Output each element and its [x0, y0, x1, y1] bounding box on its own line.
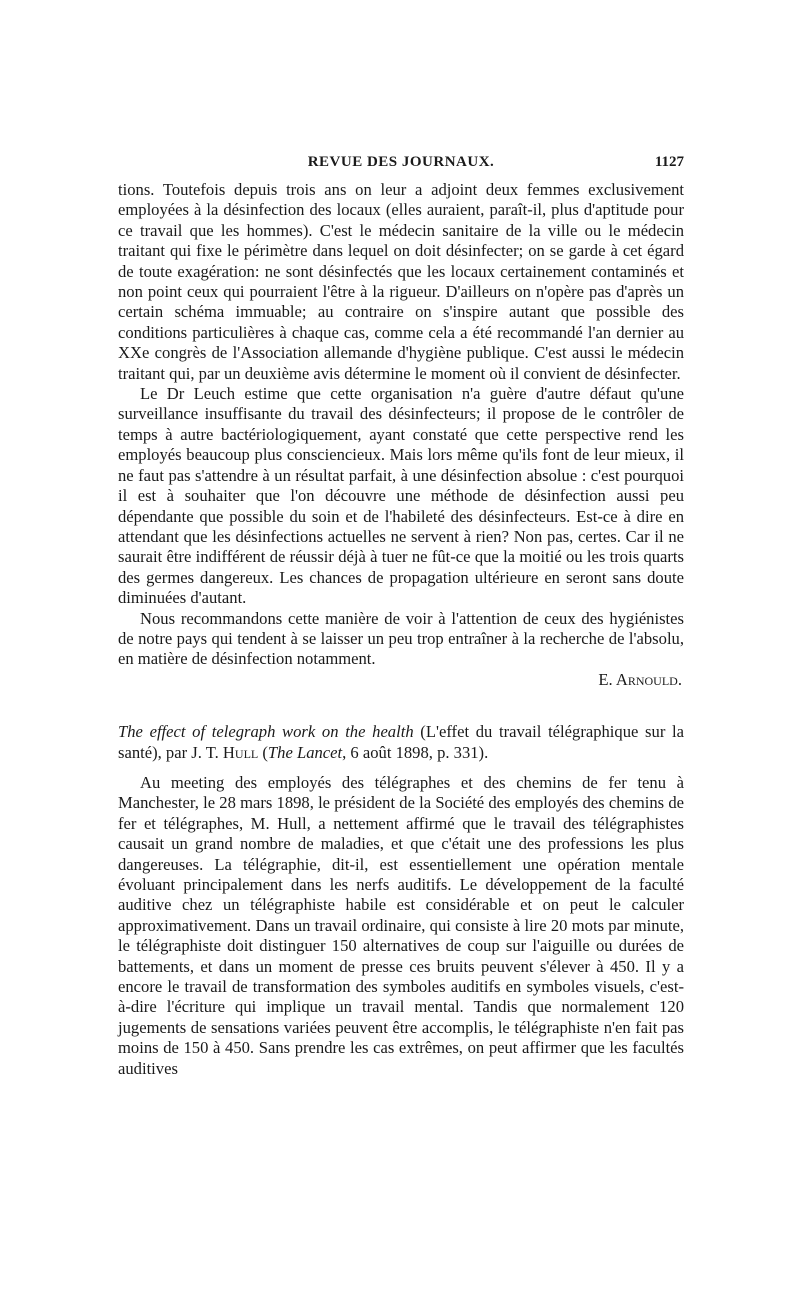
article1-paragraph-1: tions. Toutefois depuis trois ans on leur a adjoint deux femmes exclusivement employées à la désinfection des locaux (elles auraient, paraît-il, plus d'aptitude pour ce travail que les hommes). C'est le médecin sanitaire de la ville ou le médecin traitant qui fixe le périmètre dans lequel on doit désinfecter; on se garde à cet égard de toute exagération: ne sont désinfectés que les locaux certainement contaminés et non point ceux qui pourraient l'être à la rigueur. D'ailleurs on n'opère pas d'après un certain schéma immuable; au contraire on s'inspire autant que possible des conditions particulières à chaque cas, comme cela a été recommandé l'an dernier au XXe congrès de l'Association allemande d'hygiène publique. C'est aussi le médecin traitant qui, par un deuxième avis détermine le moment où il convient de désinfecter.: [118, 180, 684, 383]
article2-journal: The Lancet: [267, 742, 343, 762]
article2-title: The effect of telegraph work on the health: [118, 722, 414, 742]
article2-citation: , 6 août 1898, p. 331).: [342, 742, 489, 762]
article2-heading: [118, 722, 684, 763]
running-title: REVUE DES JOURNAUX.: [307, 154, 495, 170]
article1-paragraph-2: Le Dr Leuch estime que cette organisation n'a guère d'autre défaut qu'une surveillance insuffisante du travail des désinfecteurs; il propose de le contrôler de temps à autre bactériologiquement, ayant constaté que cette perspective rend les employés beaucoup plus consciencieux. Mais lors même qu'ils font de leur mieux, il ne faut pas s'attendre à un résultat parfait, à une désinfection absolue : c'est pourquoi il est à souhaiter que l'on découvre une méthode de désinfection aussi peu dépendante que possible du soin et de l'habileté des désinfecteurs. Est-ce à dire en attendant que les désinfections actuelles ne servent à rien? Non pas, certes. Car il ne saurait être indifférent de réussir déjà à tuer ne fût-ce que la moitié ou les trois quarts des germes dangereux. Les chances de propagation ultérieure en seront sans doute diminuées d'autant.: [118, 384, 684, 608]
article1-paragraph-3: Nous recommandons cette manière de voir à l'attention de ceux des hygiénistes de notre pays qui tendent à se laisser un peu trop entraîner à la recherche de l'absolu, en matière de désinfection notamment.: [118, 608, 684, 669]
article2-body: Au meeting des employés des télégraphes et des chemins de fer tenu à Manchester, le 28 mars 1898, le président de la Société des employés des chemins de fer et télégraphes, M. Hull, a nettement affirmé que le travail des télégraphistes causait un grand nombre de maladies, et que c'était une des professions les plus dangereuses. La télégraphie, dit-il, est essentiellement une opération mentale évoluant principalement dans les nerfs auditifs. Le développement de la faculté auditive chez un télégraphiste habile est considérable et on peut le calculer approximativement. Dans un travail ordinaire, qui consiste à lire 20 mots par minute, le télégraphiste doit distinguer 150 alternatives de coup sur l'aiguille ou durées de battements, et dans un moment de presse ces bruits peuvent s'élever à 450. Il y a encore le travail de transformation des symboles auditifs en symboles visuels, c'est-à-dire l'écriture qui implique un travail mental. Tandis que normalement 120 jugements de sensations variées peuvent être accomplis, le télégraphiste n'en fait pas moins de 150 à 450. Sans prendre les cas extrêmes, on peut affirmer que les facultés auditives: [118, 772, 684, 1078]
page-header: [118, 152, 684, 174]
article1-signature: E. Arnould.: [598, 669, 682, 689]
article2-title-rest: (L'effet du travail télégraphique sur la santé), par J. T.: [118, 722, 684, 762]
page-number: 1127: [654, 154, 684, 170]
journal-page: [118, 152, 684, 1079]
article2-author: Hull: [222, 742, 259, 762]
article2-paren: (: [258, 742, 268, 762]
